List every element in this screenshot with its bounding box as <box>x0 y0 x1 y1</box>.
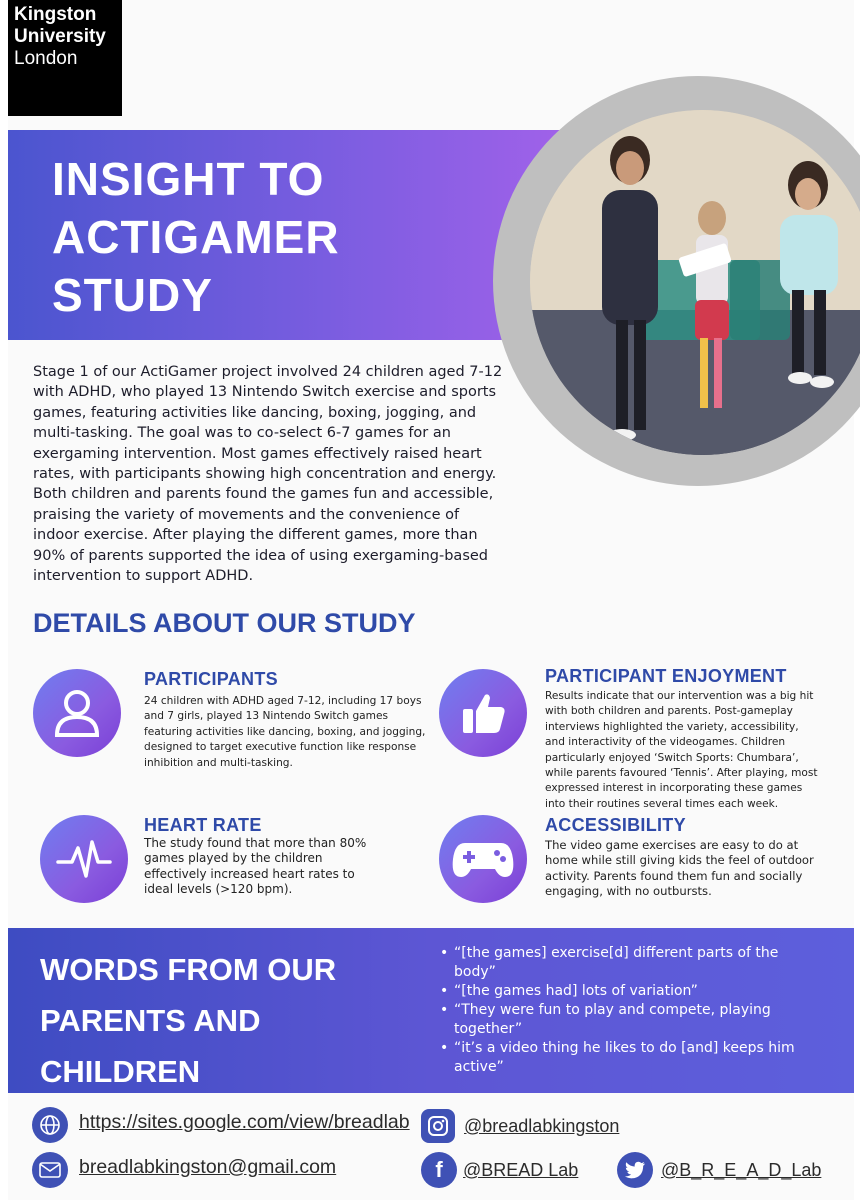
facebook-link[interactable]: @BREAD Lab <box>463 1160 579 1180</box>
photo-illustration <box>530 110 860 455</box>
heart-rate-text: The study found that more than 80% games played by the children effectively increased heart rates to ideal levels (>120 bpm). <box>144 836 367 897</box>
quote-item: • “it’s a video thing he likes to do [and] keeps him active” <box>440 1039 820 1077</box>
twitter-link[interactable]: @B_R_E_A_D_Lab <box>661 1160 822 1180</box>
participants-heading: PARTICIPANTS <box>144 669 278 689</box>
details-title: DETAILS ABOUT OUR STUDY <box>33 608 416 638</box>
website-link[interactable]: https://sites.google.com/view/breadlab <box>79 1111 410 1133</box>
twitter-icon <box>617 1152 653 1188</box>
quote-item: • “[the games] exercise[d] different parts of the body” <box>440 944 820 982</box>
mail-icon <box>32 1152 68 1188</box>
accessibility-text: The video game exercises are easy to do at home while still giving kids the feel of outdoor activity. Parents found them fun and socially engaging, with no outbursts. <box>545 838 814 899</box>
globe-icon <box>32 1107 68 1143</box>
instagram-icon <box>421 1109 455 1143</box>
enjoyment-heading: PARTICIPANT ENJOYMENT <box>545 666 787 686</box>
enjoyment-text: Results indicate that our intervention was a big hit with both children and parents. Post-gameplay interviews highlighted the variety, accessibility, and interactivity of the videogames. Children particularly enjoyed ‘Switch Sports: Chumbara’, while parents favoured ‘Tennis’. After playing, most expressed interest in incorporating these games into their routines several times each week. <box>545 690 818 810</box>
logo-line-1: Kingston <box>14 4 97 25</box>
participants-text: 24 children with ADHD aged 7-12, including 17 boys and 7 girls, played 13 Nintendo Switch games featuring activities like dancing, boxing, and jogging, designed to target executive function like response inhibition and multi-tasking. <box>144 695 426 769</box>
instagram-link[interactable]: @breadlabkingston <box>464 1116 620 1136</box>
facebook-icon: f <box>421 1152 457 1188</box>
quotes-list <box>440 944 820 1077</box>
heart-rate-heading: HEART RATE <box>144 815 262 835</box>
page-title: INSIGHT TO ACTIGAMER STUDY <box>52 153 340 321</box>
email-link[interactable]: breadlabkingston@gmail.com <box>79 1156 337 1178</box>
person-icon <box>33 669 121 757</box>
quotes-title: WORDS FROM OUR PARENTS AND CHILDREN <box>40 952 337 1089</box>
logo-line-3: London <box>14 48 78 69</box>
kingston-university-logo <box>8 0 122 116</box>
accessibility-heading: ACCESSIBILITY <box>545 815 686 835</box>
heartbeat-icon <box>40 815 128 903</box>
thumbs-up-icon <box>439 669 527 757</box>
quote-item: • “[the games had] lots of variation” <box>440 982 820 1001</box>
study-photo <box>530 110 860 455</box>
quote-item: • “They were fun to play and compete, playing together” <box>440 1001 820 1039</box>
gamepad-icon <box>439 815 527 903</box>
logo-line-2: University <box>14 26 106 47</box>
intro-paragraph: Stage 1 of our ActiGamer project involved 24 children aged 7-12 with ADHD, who played 13 Nintendo Switch exercise and sports games, featuring activities like dancing, boxing, jogging, and multi-tasking. The goal was to co-select 6-7 games for an exergaming intervention. Most games effectively raised heart rates, with participants showing high concentration and energy. Both children and parents found the games fun and accessible, praising the variety of movements and the convenience of indoor exercise. After playing the different games, more than 90% of parents supported the idea of using exergaming-based intervention to support ADHD. <box>33 364 503 585</box>
